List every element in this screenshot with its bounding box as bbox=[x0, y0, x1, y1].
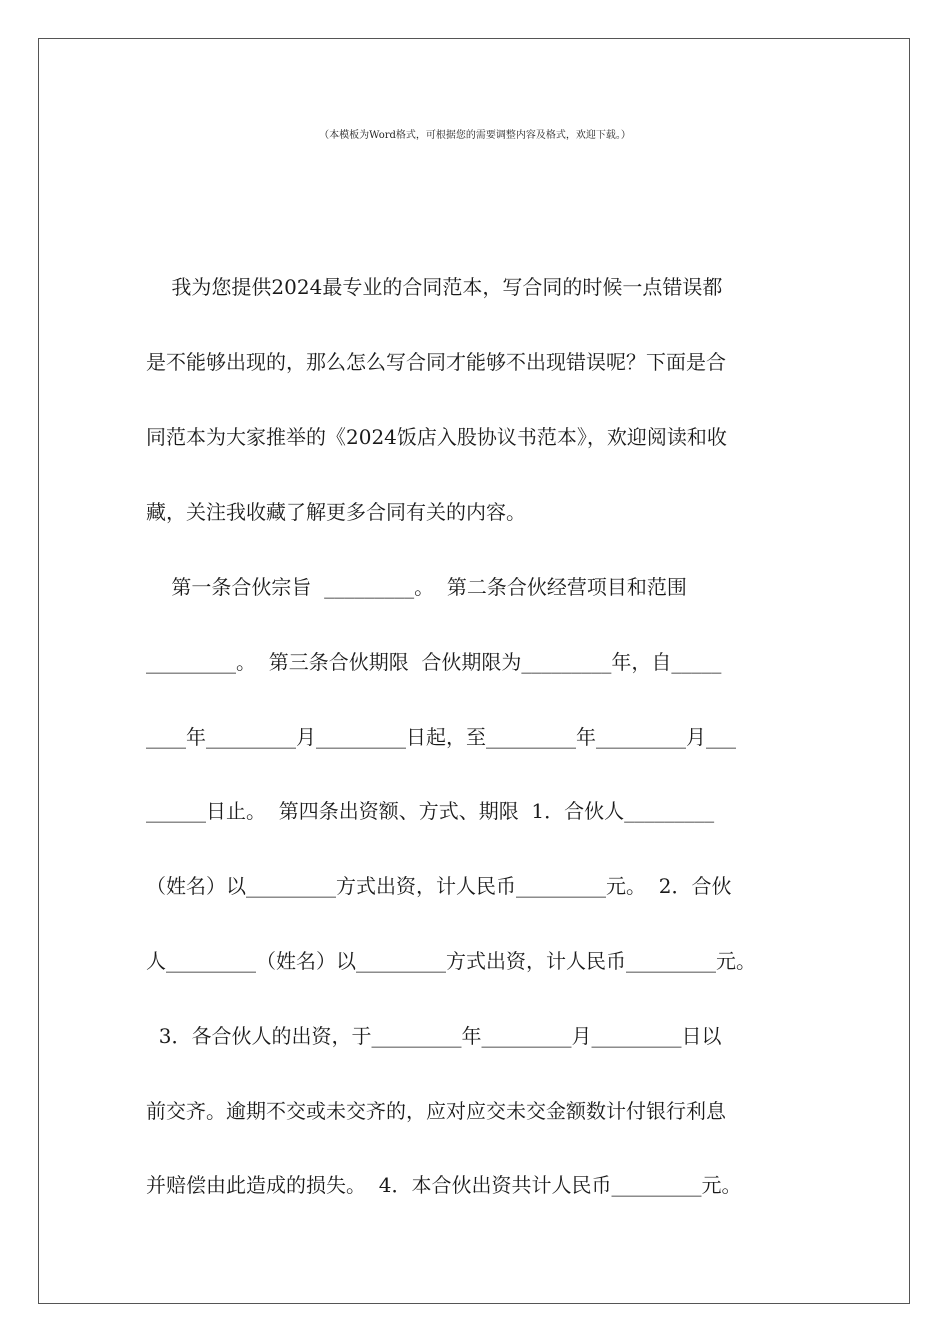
body-line-8: ______日止。 第四条出资额、方式、期限 1．合伙人_________ bbox=[146, 799, 715, 823]
body-line-6: _________。 第三条合伙期限 合伙期限为_________年，自_____ bbox=[146, 650, 722, 674]
body-line-2: 是不能够出现的，那么怎么写合同才能够不出现错误呢？下面是合 bbox=[146, 350, 726, 374]
body-line-4: 藏，关注我收藏了解更多合同有关的内容。 bbox=[146, 500, 526, 524]
template-note: （本模板为Word格式，可根据您的需要调整内容及格式，欢迎下载。） bbox=[319, 130, 631, 141]
body-line-7: ____年_________月_________日起，至_________年_________月___ bbox=[146, 725, 736, 749]
body-line-10: 人_________（姓名）以_________方式出资，计人民币_________元。 bbox=[146, 949, 756, 973]
body-line-13: 并赔偿由此造成的损失。 4．本合伙出资共计人民币_________元。 bbox=[146, 1173, 742, 1197]
body-line-12: 前交齐。逾期不交或未交齐的，应对应交未交金额数计付银行利息 bbox=[146, 1099, 726, 1123]
body-line-9: （姓名）以_________方式出资，计人民币_________元。 2．合伙 bbox=[146, 874, 732, 898]
body-line-3: 同范本为大家推举的《2024饭店入股协议书范本》，欢迎阅读和收 bbox=[146, 425, 727, 449]
body-line-5: 第一条合伙宗旨 _________。 第二条合伙经营项目和范围 bbox=[146, 575, 687, 599]
body-line-11: 3．各合伙人的出资，于_________年_________月_________日以 bbox=[146, 1024, 722, 1048]
body-line-1: 我为您提供2024最专业的合同范本，写合同的时候一点错误都 bbox=[146, 275, 723, 299]
